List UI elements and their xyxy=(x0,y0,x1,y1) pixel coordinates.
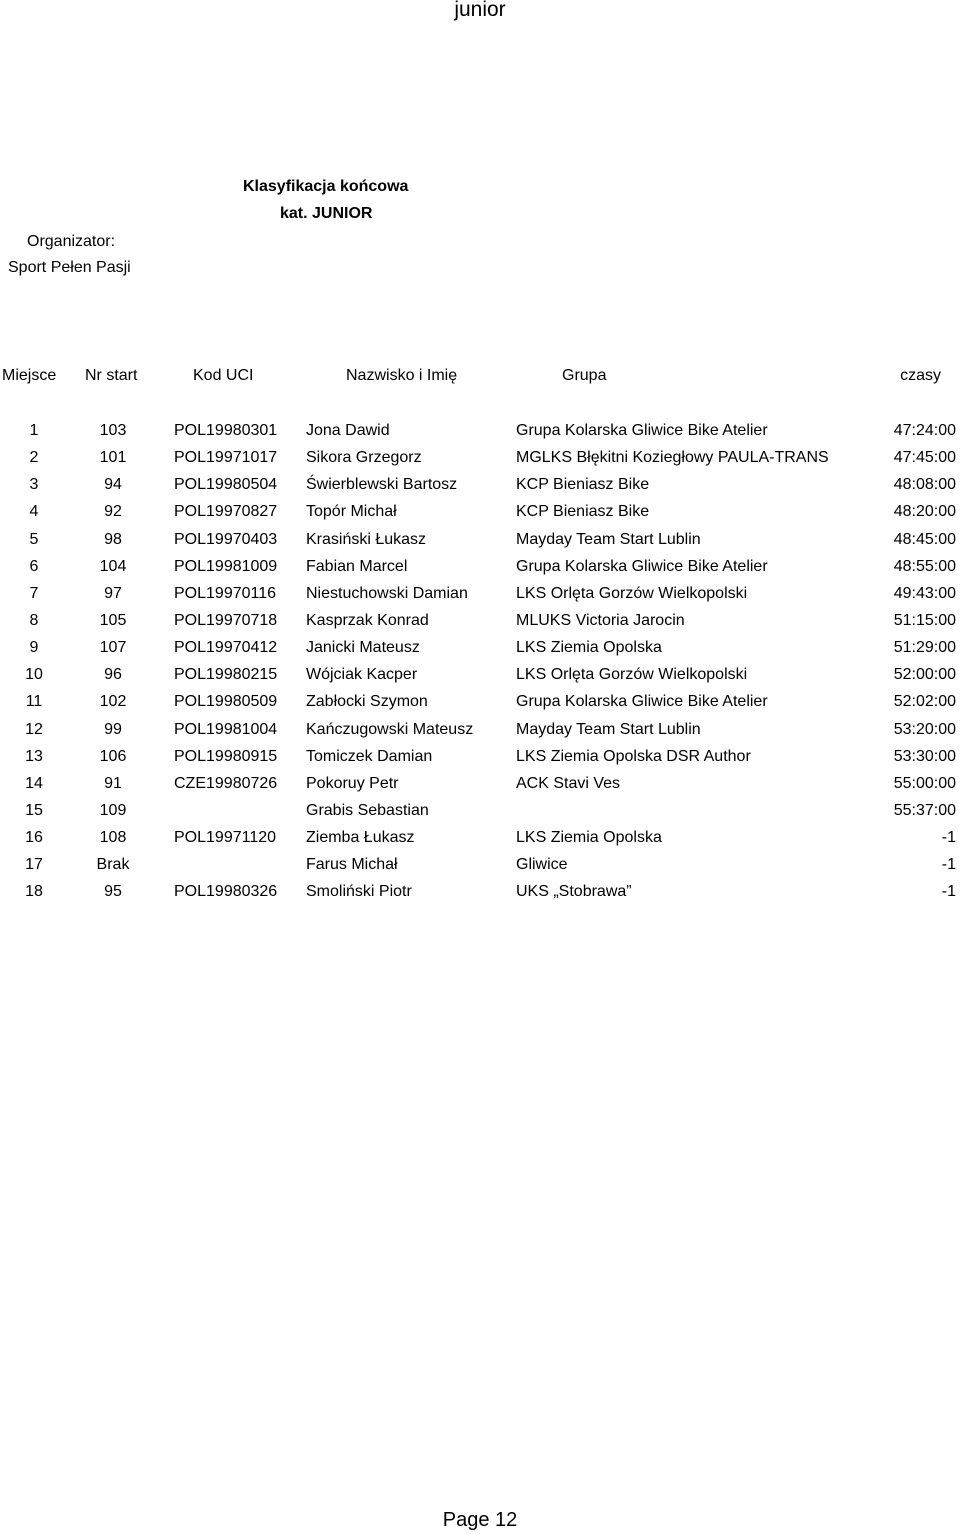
result-time: 52:02:00 xyxy=(893,693,956,711)
result-start-number: 96 xyxy=(104,666,122,684)
result-group: Grupa Kolarska Gliwice Bike Atelier xyxy=(516,557,768,575)
result-uci-code: POL19970718 xyxy=(174,611,278,629)
category-subtitle: kat. JUNIOR xyxy=(280,205,373,222)
page-title: Klasyfikacja końcowa xyxy=(243,178,409,195)
result-start-number: 92 xyxy=(104,503,122,521)
result-uci-code: POL19980509 xyxy=(174,693,278,711)
result-rider-name: Farus Michał xyxy=(306,856,398,874)
result-start-number: 99 xyxy=(104,720,122,738)
table-row xyxy=(0,475,960,502)
result-group: ACK Stavi Ves xyxy=(516,774,621,792)
result-place: 6 xyxy=(29,557,39,575)
result-rider-name: Świerblewski Bartosz xyxy=(306,476,458,494)
result-place: 1 xyxy=(29,422,39,439)
result-uci-code: POL19970403 xyxy=(174,530,278,548)
results-table xyxy=(0,421,960,910)
result-uci-code: POL19981004 xyxy=(174,720,278,738)
result-group: KCP Bieniasz Bike xyxy=(516,503,650,521)
column-header-name: Nazwisko i Imię xyxy=(346,367,458,384)
result-start-number: 98 xyxy=(104,530,122,548)
table-row xyxy=(0,611,960,638)
result-rider-name: Sikora Grzegorz xyxy=(306,449,422,467)
table-row xyxy=(0,421,960,448)
table-row xyxy=(0,720,960,747)
result-uci-code: POL19980915 xyxy=(174,747,278,765)
result-place: 5 xyxy=(29,530,39,548)
result-time: 52:00:00 xyxy=(893,666,956,684)
result-place: 9 xyxy=(29,639,39,657)
result-time: 55:37:00 xyxy=(893,801,956,819)
result-rider-name: Kańczugowski Mateusz xyxy=(306,720,474,738)
result-place: 17 xyxy=(25,856,43,874)
result-time: 47:24:00 xyxy=(893,422,956,439)
result-rider-name: Topór Michał xyxy=(306,503,397,521)
result-time: 49:43:00 xyxy=(893,584,956,602)
result-time: 48:45:00 xyxy=(893,530,956,548)
result-time: 51:15:00 xyxy=(893,611,956,629)
result-rider-name: Fabian Marcel xyxy=(306,557,408,575)
result-place: 4 xyxy=(29,503,39,521)
result-group: Mayday Team Start Lublin xyxy=(516,720,701,738)
result-time: 48:20:00 xyxy=(893,503,956,521)
result-place: 8 xyxy=(29,611,39,629)
result-uci-code: POL19980326 xyxy=(174,883,278,901)
result-start-number: 94 xyxy=(104,476,122,494)
result-time: -1 xyxy=(941,856,956,874)
result-group: LKS Ziemia Opolska DSR Author xyxy=(516,747,751,765)
result-group: Mayday Team Start Lublin xyxy=(516,530,701,548)
result-place: 10 xyxy=(25,666,43,684)
table-row xyxy=(0,502,960,529)
result-group: Grupa Kolarska Gliwice Bike Atelier xyxy=(516,422,768,439)
result-time: 48:08:00 xyxy=(893,476,956,494)
result-group: LKS Ziemia Opolska xyxy=(516,639,662,657)
organizer-name: Sport Pełen Pasji xyxy=(8,259,131,276)
table-row xyxy=(0,665,960,692)
result-start-number: 101 xyxy=(99,449,127,467)
result-place: 13 xyxy=(25,747,43,765)
result-uci-code: POL19981009 xyxy=(174,557,278,575)
table-row xyxy=(0,584,960,611)
result-group: Gliwice xyxy=(516,856,568,874)
result-group: MLUKS Victoria Jarocin xyxy=(516,611,685,629)
result-place: 18 xyxy=(25,883,43,901)
result-uci-code: POL19980301 xyxy=(174,422,278,439)
table-row xyxy=(0,638,960,665)
table-row xyxy=(0,828,960,855)
result-uci-code: POL19971120 xyxy=(174,829,277,847)
result-rider-name: Niestuchowski Damian xyxy=(306,584,468,602)
result-rider-name: Wójciak Kacper xyxy=(306,666,418,684)
result-uci-code: CZE19980726 xyxy=(174,774,278,792)
table-row xyxy=(0,747,960,774)
result-uci-code: POL19980504 xyxy=(174,476,278,494)
result-start-number: 108 xyxy=(99,829,127,847)
result-start-number: 106 xyxy=(99,747,127,765)
result-group: MGLKS Błękitni Koziegłowy PAULA-TRANS xyxy=(516,449,829,467)
table-row xyxy=(0,774,960,801)
result-rider-name: Tomiczek Damian xyxy=(306,747,433,765)
table-row xyxy=(0,448,960,475)
result-time: -1 xyxy=(941,829,956,847)
result-start-number: 91 xyxy=(104,774,122,792)
table-row xyxy=(0,801,960,828)
result-rider-name: Grabis Sebastian xyxy=(306,801,429,819)
result-group: LKS Orlęta Gorzów Wielkopolski xyxy=(516,584,748,602)
result-start-number: 104 xyxy=(99,557,127,575)
table-header xyxy=(0,366,960,388)
result-rider-name: Ziemba Łukasz xyxy=(306,829,415,847)
result-time: 55:00:00 xyxy=(893,774,956,792)
result-time: 53:30:00 xyxy=(893,747,956,765)
result-uci-code: POL19980215 xyxy=(174,666,278,684)
result-start-number: 95 xyxy=(104,883,122,901)
result-group: LKS Orlęta Gorzów Wielkopolski xyxy=(516,666,748,684)
result-rider-name: Smoliński Piotr xyxy=(306,883,412,901)
result-rider-name: Krasiński Łukasz xyxy=(306,530,427,548)
result-place: 3 xyxy=(29,476,39,494)
result-rider-name: Janicki Mateusz xyxy=(306,639,420,657)
result-start-number: 103 xyxy=(99,422,127,439)
result-time: 48:55:00 xyxy=(893,557,956,575)
result-group: LKS Ziemia Opolska xyxy=(516,829,662,847)
column-header-start-number: Nr start xyxy=(85,367,138,384)
result-rider-name: Jona Dawid xyxy=(306,422,390,439)
result-group: KCP Bieniasz Bike xyxy=(516,476,650,494)
column-header-uci-code: Kod UCI xyxy=(193,367,254,384)
result-time: 53:20:00 xyxy=(893,720,956,738)
organizer-label: Organizator: xyxy=(27,233,116,250)
table-row xyxy=(0,557,960,584)
result-time: -1 xyxy=(941,883,956,901)
sheet-name: junior xyxy=(454,0,506,21)
column-header-group: Grupa xyxy=(562,367,607,384)
table-row xyxy=(0,692,960,719)
column-header-place: Miejsce xyxy=(2,367,57,384)
result-start-number: 102 xyxy=(99,693,127,711)
result-start-number: 109 xyxy=(99,801,127,819)
result-uci-code: POL19970116 xyxy=(174,584,277,602)
result-uci-code: POL19971017 xyxy=(174,449,278,467)
result-place: 2 xyxy=(29,449,39,467)
result-place: 12 xyxy=(25,720,43,738)
result-place: 11 xyxy=(25,693,43,711)
table-row xyxy=(0,855,960,882)
table-row xyxy=(0,530,960,557)
result-place: 15 xyxy=(25,801,43,819)
result-time: 51:29:00 xyxy=(893,639,956,657)
result-rider-name: Pokoruy Petr xyxy=(306,774,399,792)
result-start-number: 105 xyxy=(99,611,127,629)
result-start-number: 97 xyxy=(104,584,122,602)
table-row xyxy=(0,882,960,909)
result-rider-name: Zabłocki Szymon xyxy=(306,693,428,711)
result-start-number: Brak xyxy=(96,856,130,874)
result-group: UKS „Stobrawa” xyxy=(516,883,632,901)
result-uci-code: POL19970412 xyxy=(174,639,278,657)
result-time: 47:45:00 xyxy=(893,449,956,467)
result-rider-name: Kasprzak Konrad xyxy=(306,611,429,629)
result-place: 14 xyxy=(25,774,43,792)
page-number: Page 12 xyxy=(442,1509,518,1531)
result-start-number: 107 xyxy=(99,639,127,657)
result-place: 16 xyxy=(25,829,43,847)
result-group: Grupa Kolarska Gliwice Bike Atelier xyxy=(516,693,768,711)
result-uci-code: POL19970827 xyxy=(174,503,278,521)
column-header-times: czasy xyxy=(900,367,941,384)
result-place: 7 xyxy=(29,584,39,602)
